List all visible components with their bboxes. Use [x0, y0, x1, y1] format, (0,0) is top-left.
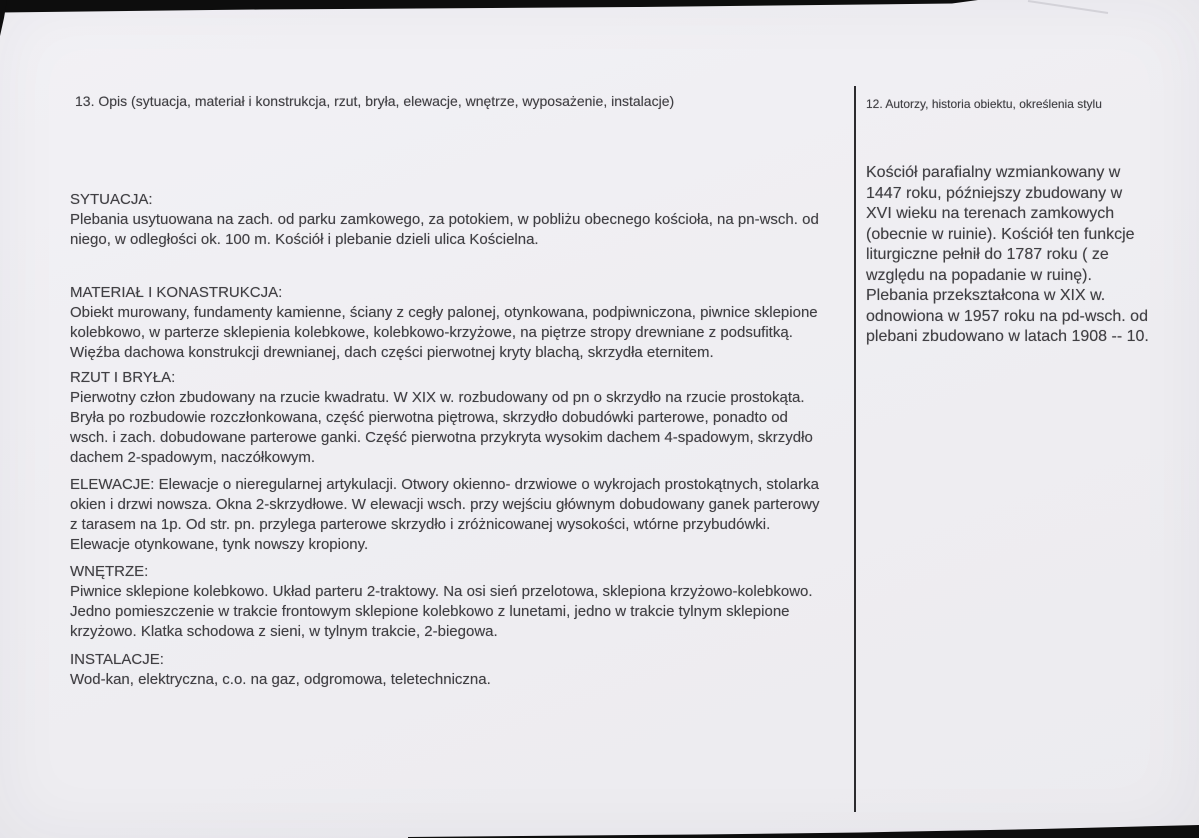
text-line: Jedno pomieszczenie w trakcie frontowym sklepione kolebkowo z lunetami, jedno w trakcie tylnym sklepione	[70, 603, 790, 620]
text-line: XVI wieku na terenach zamkowych	[866, 205, 1115, 222]
text-line: plebani zbudowano w latach 1908 -- 10.	[866, 328, 1149, 345]
text-line: Elewacje otynkowane, tynk nowszy kropiony.	[70, 536, 369, 553]
text-line: 1447 roku, późniejszy zbudowany w	[866, 184, 1123, 202]
history-text-block	[866, 163, 1149, 348]
text-line: Bryła po rozbudowie rozczłonkowana, część pierwotna piętrowa, skrzydło dobudówki parterowe, ponadto od	[70, 409, 788, 426]
scan-artifact-top-bar	[0, 0, 978, 13]
section-title: WNĘTRZE:	[70, 563, 149, 580]
text-line: z tarasem na 1p. Od str. pn. przylega parterowe skrzydło i zróżnicowanej wysokości, wtórne przybudówki.	[70, 516, 771, 533]
text-line: liturgiczne pełnił do 1787 roku ( ze	[866, 246, 1109, 263]
text-line: niego, w odległości ok. 100 m. Kościół i plebanie dzieli ulica Kościelna.	[70, 231, 539, 248]
section-material-i-konstrukcja	[70, 283, 818, 363]
field-12-label: 12. Autorzy, historia obiektu, określenia stylu	[866, 97, 1102, 111]
text-line: Plebania usytuowana na zach. od parku zamkowego, za potokiem, w pobliżu obecnego kościoła, na pn-wsch. od	[70, 211, 819, 228]
text-line: Więźba dachowa konstrukcji drewnianej, dach części pierwotnej kryty blachą, skrzydła eternitem.	[70, 344, 714, 361]
section-wnetrze	[70, 562, 813, 642]
section-elewacje	[70, 475, 819, 555]
scan-artifact-bottom-bar	[408, 825, 1199, 838]
text-line: dachem 2-spadowym, naczółkowym.	[70, 449, 316, 466]
section-rzut-i-bryla	[70, 368, 813, 468]
section-title: RZUT I BRYŁA:	[70, 369, 176, 386]
text-line: Piwnice sklepione kolebkowo. Układ parteru 2-traktowy. Na osi sień przelotowa, sklepiona krzyżowo-kolebkowo.	[70, 583, 813, 600]
text-line: Obiekt murowany, fundamenty kamienne, ściany z cegły palonej, otynkowana, podpiwniczona, piwnice sklepione	[70, 304, 818, 321]
text-line: wsch. i zach. dobudowane parterowe ganki. Część pierwotna przykryta wysokim dachem 4-spadowym, skrzydło	[70, 429, 813, 446]
section-sytuacja	[70, 190, 819, 250]
text-line: okien i drzwi nowsza. Okna 2-skrzydłowe. W elewacji wsch. przy wejściu głównym dobudowany ganek parterowy	[70, 496, 820, 513]
column-divider	[854, 86, 856, 812]
section-title: SYTUACJA:	[70, 191, 153, 208]
text-line: Kościół parafialny wzmiankowany w	[866, 164, 1121, 181]
text-line: Plebania przekształcona w XIX w.	[866, 287, 1106, 304]
text-line: (obecnie w ruinie). Kościół ten funkcje	[866, 225, 1135, 243]
text-line: ELEWACJE: Elewacje o nieregularnej artykulacji. Otwory okienno- drzwiowe o wykrojach prostokątnych, stolarka	[70, 476, 819, 493]
text-line: względu na popadanie w ruinę).	[866, 266, 1092, 284]
text-line: kolebkowo, w parterze sklepienia kolebkowe, kolebkowo-krzyżowe, na piętrze stropy drewniane z podsufitką.	[70, 324, 793, 341]
section-title: MATERIAŁ I KONASTRUKCJA:	[70, 284, 283, 301]
section-instalacje	[70, 650, 491, 690]
scan-artifact-crease	[1028, 1, 1108, 13]
text-line: krzyżowo. Klatka schodowa z sieni, w tylnym trakcie, 2-biegowa.	[70, 623, 498, 640]
section-title: INSTALACJE:	[70, 651, 164, 668]
text-line: Wod-kan, elektryczna, c.o. na gaz, odgromowa, teletechniczna.	[70, 671, 491, 688]
field-13-label: 13. Opis (sytuacja, materiał i konstrukcja, rzut, bryła, elewacje, wnętrze, wyposażenie, instalacje)	[75, 93, 675, 109]
scan-artifact-left-sliver	[0, 0, 7, 36]
text-line: odnowiona w 1957 roku na pd-wsch. od	[866, 307, 1148, 325]
text-line: Pierwotny człon zbudowany na rzucie kwadratu. W XIX w. rozbudowany od pn o skrzydło na rzucie prostokąta.	[70, 389, 805, 406]
